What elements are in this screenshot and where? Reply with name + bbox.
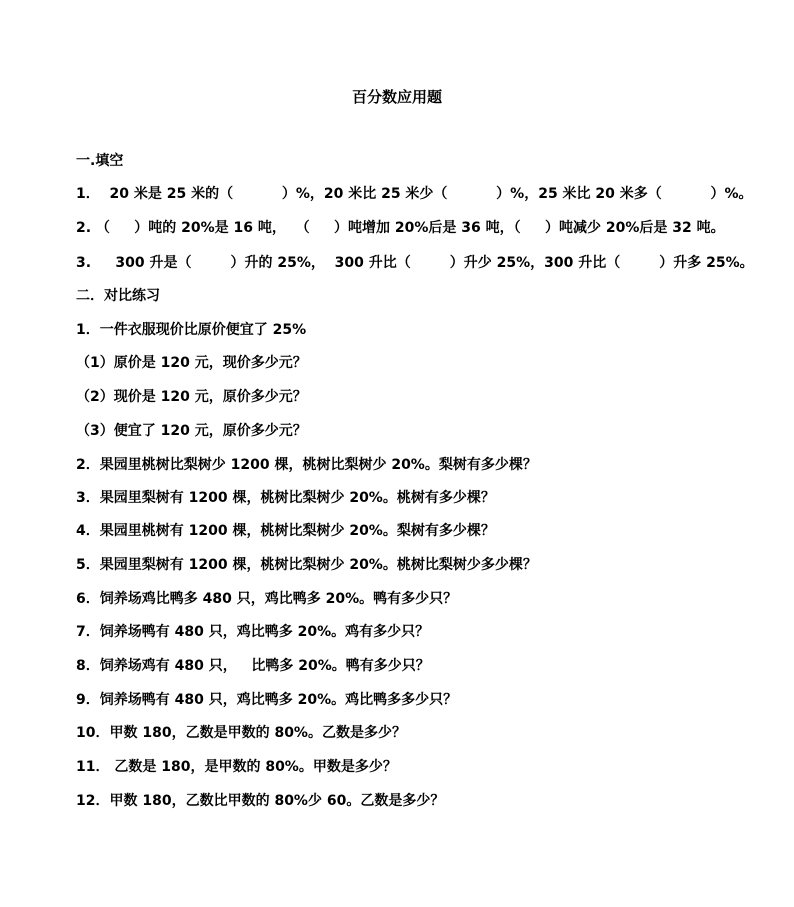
comparison-subquestion-2: （2）现价是 120 元，原价多少元？: [76, 389, 307, 405]
comparison-question-8: 8．饲养场鸡有 480 只， 比鸭多 20%。鸭有多少只？: [76, 658, 430, 674]
fill-blank-question-3: 3. 300 升是（ ）升的 25%， 300 升比（ ）升少 25%，300 升比（ ）升多 25%。: [76, 255, 754, 271]
comparison-subquestion-1: （1）原价是 120 元，现价多少元？: [76, 355, 307, 371]
comparison-subquestion-3: （3）便宜了 120 元，原价多少元？: [76, 423, 307, 439]
comparison-question-5: 5．果园里梨树有 1200 棵，桃树比梨树少 20%。桃树比梨树少多少棵？: [76, 557, 537, 573]
section-heading-fill-blank: 一.填空: [76, 153, 124, 169]
comparison-question-6: 6．饲养场鸡比鸭多 480 只，鸡比鸭多 20%。鸭有多少只？: [76, 591, 458, 607]
comparison-question-1: 1．一件衣服现价比原价便宜了 25%: [76, 322, 307, 338]
comparison-question-2: 2．果园里桃树比梨树少 1200 棵，桃树比梨树少 20%。梨树有多少棵？: [76, 457, 537, 473]
comparison-question-11: 11． 乙数是 180，是甲数的 80%。甲数是多少？: [76, 759, 397, 775]
fill-blank-question-1: 1． 20 米是 25 米的（ ）%，20 米比 25 米少（ ）%，25 米比 20 米多（ ）%。: [76, 186, 753, 202]
comparison-question-12: 12．甲数 180，乙数比甲数的 80%少 60。乙数是多少？: [76, 793, 445, 809]
fill-blank-question-2: 2. （ ）吨的 20%是 16 吨， （ ）吨增加 20%后是 36 吨，（ ）吨减少 20%后是 32 吨。: [76, 220, 725, 236]
section-heading-comparison: 二．对比练习: [76, 288, 160, 304]
comparison-question-10: 10．甲数 180，乙数是甲数的 80%。乙数是多少？: [76, 725, 406, 741]
comparison-question-9: 9．饲养场鸭有 480 只，鸡比鸭多 20%。鸡比鸭多多少只？: [76, 692, 458, 708]
comparison-question-3: 3．果园里梨树有 1200 棵，桃树比梨树少 20%。桃树有多少棵？: [76, 490, 495, 506]
page-title: 百分数应用题: [351, 88, 442, 106]
comparison-question-4: 4．果园里桃树有 1200 棵，桃树比梨树少 20%。梨树有多少棵？: [76, 523, 495, 539]
comparison-question-7: 7．饲养场鸭有 480 只，鸡比鸭多 20%。鸡有多少只？: [76, 624, 430, 640]
